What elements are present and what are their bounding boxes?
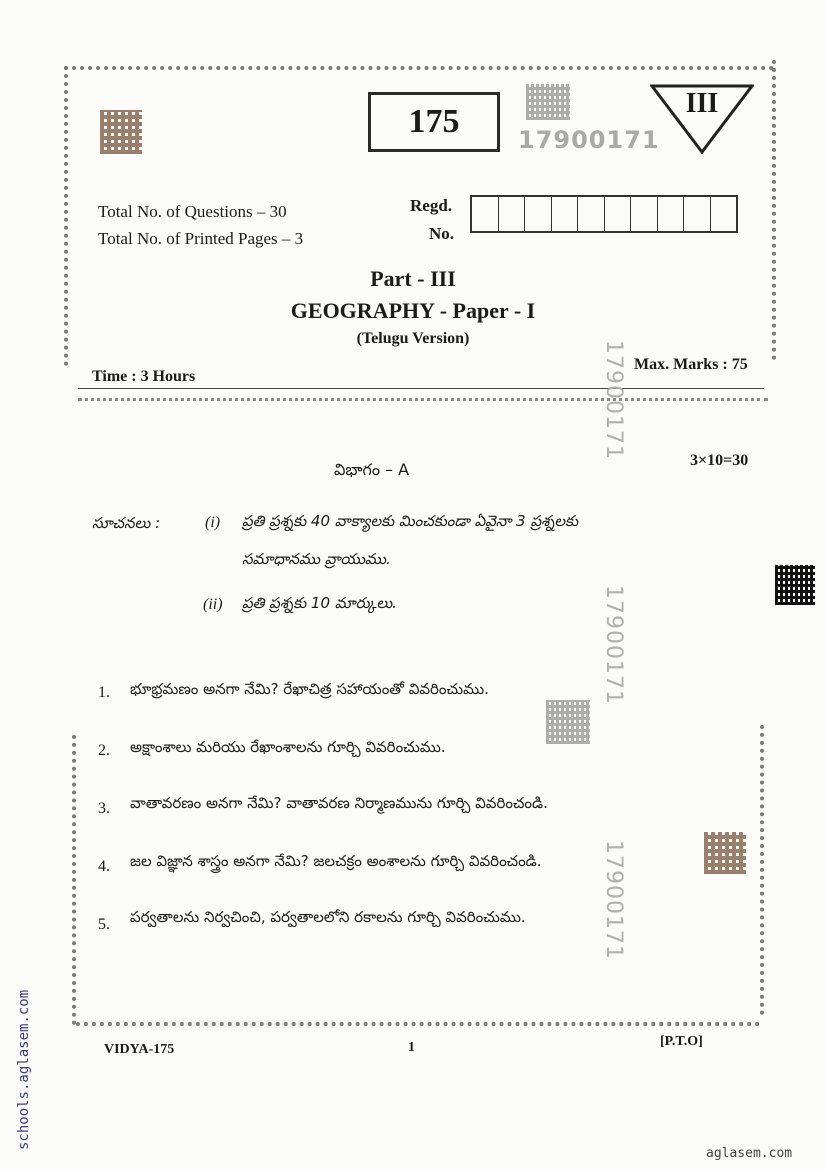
total-questions: Total No. of Questions – 30	[98, 202, 287, 221]
question-num-5: 5.	[98, 916, 110, 933]
instruction-num-2: (ii)	[203, 596, 223, 613]
serial-number: 17900171	[518, 126, 660, 154]
barcode-icon-right	[704, 832, 746, 874]
time-label: Time : 3 Hours	[92, 368, 196, 385]
right-border-lower	[760, 725, 764, 1015]
question-text-2: అక్షాంశాలు మరియు రేఖాంశాలను గూర్చి వివరించుము.	[130, 738, 446, 756]
total-pages: Total No. of Printed Pages – 3	[98, 229, 304, 248]
corner-url: aglasem.com	[706, 1146, 793, 1161]
serial-watermark-2: 17900171	[601, 585, 626, 705]
qr-code-icon	[775, 565, 815, 605]
question-num-1: 1.	[98, 684, 110, 701]
barcode-icon-topleft	[100, 110, 142, 154]
set-label: III	[685, 88, 719, 119]
barcode-icon-top	[526, 84, 570, 120]
max-marks: Max. Marks : 75	[634, 356, 748, 373]
question-text-1: భూభ్రమణం అనగా నేమి? రేఖాచిత్ర సహాయంతో వివరించుము.	[130, 680, 489, 698]
part-title: Part - III	[370, 266, 456, 291]
instruction-text-2: ప్రతి ప్రశ్నకు 10 మార్కులు.	[242, 594, 397, 612]
bottom-border	[76, 1022, 760, 1026]
instruction-num-1: (i)	[205, 514, 221, 531]
version-label: (Telugu Version)	[356, 330, 470, 347]
question-num-4: 4.	[98, 858, 110, 875]
pto-label: [P.T.O]	[660, 1034, 703, 1049]
paper-code: 175	[408, 103, 460, 140]
header-divider	[78, 398, 768, 401]
barcode-icon-middle	[546, 700, 590, 744]
footer-code: VIDYA-175	[104, 1042, 175, 1057]
regd-number-boxes	[470, 195, 738, 233]
subject-title: GEOGRAPHY - Paper - I	[290, 298, 536, 323]
serial-watermark-3: 17900171	[601, 840, 626, 960]
question-text-3: వాతావరణం అనగా నేమి? వాతావరణ నిర్మాణమును గూర్చి వివరించండి.	[130, 794, 548, 812]
section-title: విభాగం – A	[334, 460, 410, 479]
instruction-text-1a: ప్రతి ప్రశ్నకు 40 వాక్యాలకు మించకుండా ఏవైనా 3 ప్రశ్నలకు	[242, 512, 579, 530]
instructions-label: సూచనలు :	[92, 514, 161, 532]
section-marks: 3×10=30	[690, 452, 749, 469]
side-url: schools.aglasem.com	[16, 989, 32, 1150]
question-num-2: 2.	[98, 742, 110, 759]
paper-code-box	[368, 92, 500, 152]
regd-label-1: Regd.	[410, 196, 453, 215]
question-num-3: 3.	[98, 800, 110, 817]
question-text-4: జల విజ్ఞాన శాస్త్రం అనగా నేమి? జలచక్రం అంశాలను గూర్చి వివరించండి.	[130, 852, 542, 870]
question-text-5: పర్వతాలను నిర్వచించి, పర్వతాలలోని రకాలను గూర్చి వివరించుము.	[130, 908, 526, 926]
top-border	[64, 66, 774, 70]
left-border-lower	[72, 735, 76, 1025]
page-number: 1	[408, 1040, 415, 1055]
time-underline	[78, 388, 764, 389]
instruction-text-1b: సమాధానము వ్రాయుము.	[242, 550, 391, 568]
regd-label-2: No.	[429, 224, 455, 243]
serial-watermark-1: 17900171	[601, 340, 626, 460]
